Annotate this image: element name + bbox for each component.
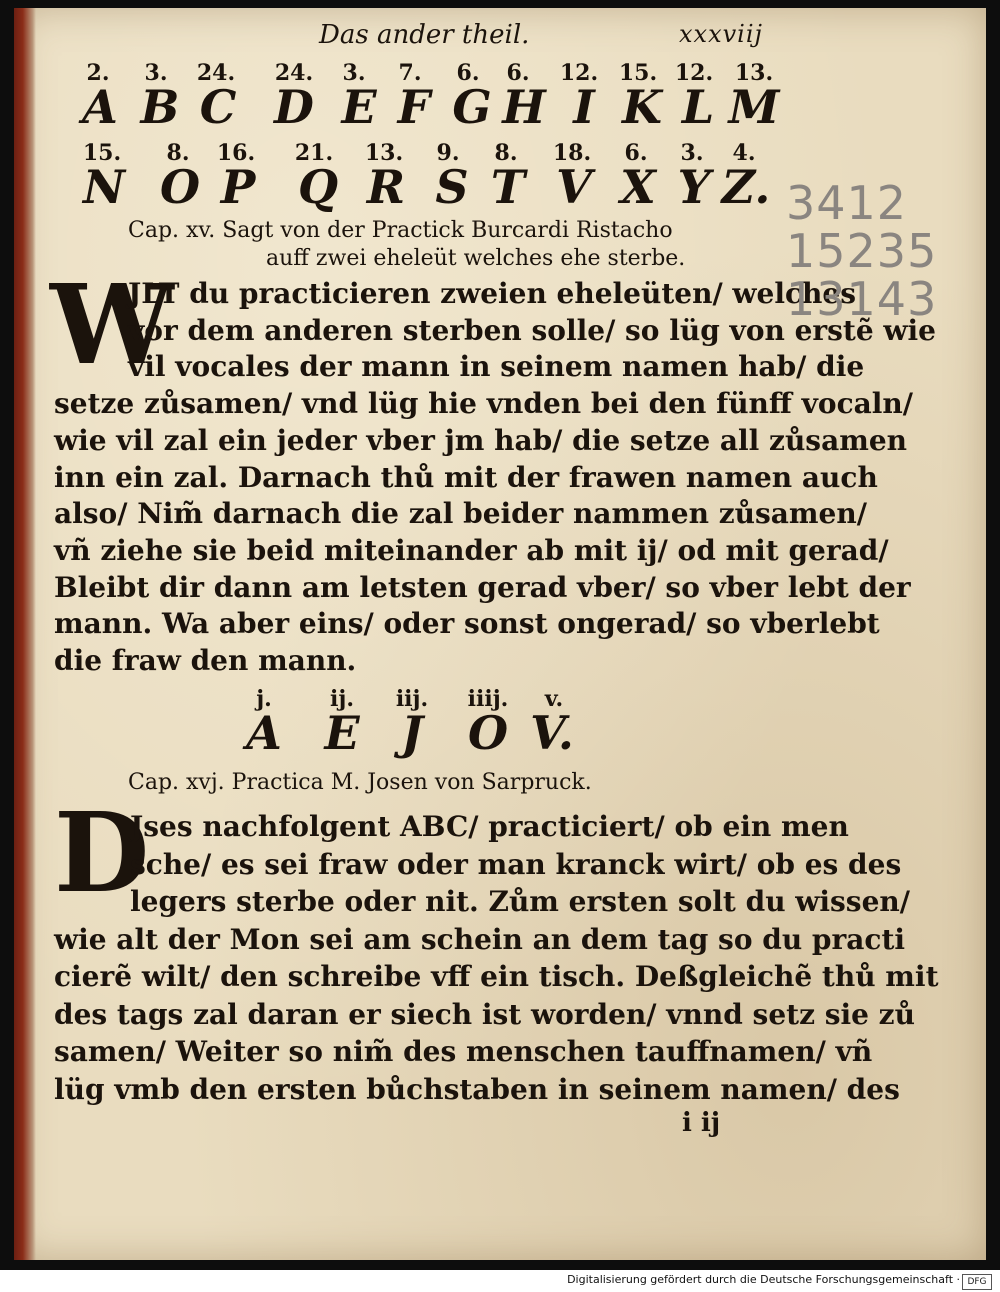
cipher-number: 2. (86, 60, 110, 86)
cipher-letter: T (490, 160, 526, 214)
cipher-number: 16. (216, 140, 256, 166)
cipher-number: 15. (82, 140, 122, 166)
paragraph-2-line: sche/ es sei fraw oder man kranck wirt/ ob es des (130, 847, 902, 881)
cipher-letter: V (556, 160, 592, 214)
cipher-number: 6. (506, 60, 530, 86)
cipher-number: 6. (624, 140, 648, 166)
paragraph-1-line: vor dem anderen sterben solle/ so lüg von erstẽ wie (128, 313, 936, 347)
cipher-letter: I (573, 80, 595, 134)
paragraph-1-line: mann. Wa aber eins/ oder sonst ongerad/ so vberlebt (54, 607, 880, 641)
cipher-letter: O (159, 160, 201, 214)
paragraph-1-line: Bleibt dir dann am letsten gerad vber/ so vber lebt der (54, 570, 911, 604)
chapter-16-caption: Cap. xvj. Practica M. Josen von Sarpruck. (128, 770, 592, 795)
chapter-15-caption-line: auff zwei eheleüt welches ehe sterbe. (266, 246, 686, 271)
paragraph-2-line: cierẽ wilt/ den schreibe vff ein tisch. Deßgleichẽ thů mit (54, 960, 939, 993)
cipher-letter: S (435, 160, 469, 214)
cipher-letter: P (220, 160, 256, 214)
vowel-letter: O (467, 706, 509, 760)
dropcap-d: D (54, 788, 150, 917)
vowel-number: v. (544, 686, 564, 712)
cipher-letter: L (681, 80, 715, 134)
digitization-footer (0, 1270, 1000, 1292)
vowel-letter: A (246, 706, 282, 760)
margin-note-pencil: 15235 (786, 224, 938, 278)
paragraph-1-line: die fraw den mann. (54, 644, 357, 677)
cipher-number: 18. (552, 140, 592, 166)
cipher-number: 12. (674, 60, 714, 86)
cipher-number: 4. (732, 140, 756, 166)
paragraph-2-line: des tags zal daran er siech ist worden/ vnnd setz sie zů (54, 997, 915, 1031)
paragraph-1-line: JLT du practicieren zweien eheleüten/ welches (128, 277, 856, 310)
vowel-letter: J (401, 706, 423, 760)
paragraph-2-line: Jses nachfolgent ABC/ practiciert/ ob ein men (130, 810, 849, 843)
cipher-number: 21. (294, 140, 334, 166)
footer-credit-text: Digitalisierung gefördert durch die Deutsche Forschungsgemeinschaft · (567, 1273, 960, 1286)
vowel-number: iiij. (467, 686, 509, 712)
cipher-letter: C (199, 80, 237, 134)
cipher-letter: N (82, 160, 126, 214)
vowel-letter: V. (530, 706, 574, 760)
cipher-number: 8. (494, 140, 518, 166)
running-header-title: Das ander theil. (319, 20, 530, 50)
book-binding-edge (14, 8, 36, 1260)
vowel-number: j. (256, 686, 272, 712)
margin-note-pencil: 3412 (786, 176, 908, 230)
cipher-number: 24. (274, 60, 314, 86)
cipher-number: 8. (166, 140, 190, 166)
cipher-number: 3. (680, 140, 704, 166)
cipher-letter: M (728, 80, 780, 134)
cipher-number: 7. (398, 60, 422, 86)
paragraph-1-line: also/ Nim̃ darnach die zal beider nammen zůsamen/ (54, 497, 867, 531)
cipher-letter: X (620, 160, 656, 214)
cipher-number: 12. (559, 60, 599, 86)
vowel-number: iij. (395, 686, 429, 712)
cipher-letter: A (82, 80, 118, 134)
cipher-letter: D (274, 80, 314, 134)
cipher-letter: E (341, 80, 377, 134)
cipher-number: 6. (456, 60, 480, 86)
book-page (14, 8, 986, 1260)
cipher-letter: H (502, 80, 546, 134)
paragraph-2-line: lüg vmb den ersten bůchstaben in seinem namen/ des (54, 1072, 900, 1106)
folio-number: xxxviij (679, 20, 763, 48)
cipher-letter: B (140, 80, 180, 134)
vowel-letter: E (324, 706, 360, 760)
paragraph-2-line: legers sterbe oder nit. Zům ersten solt du wissen/ (130, 885, 910, 918)
cipher-number: 15. (618, 60, 658, 86)
cipher-letter: K (622, 80, 662, 134)
dropcap-w: W (50, 260, 174, 389)
cipher-number: 13. (364, 140, 404, 166)
cipher-letter: G (452, 80, 492, 134)
cipher-number: 24. (196, 60, 236, 86)
chapter-15-caption-line: Cap. xv. Sagt von der Practick Burcardi Ristacho (128, 218, 673, 243)
cipher-letter: Q (297, 160, 339, 214)
margin-note-pencil: 13143 (786, 272, 938, 326)
dfg-logo: DFG (962, 1274, 992, 1290)
paragraph-1-line: vñ ziehe sie beid miteinander ab mit ij/ od mit gerad/ (54, 533, 889, 567)
paragraph-2-line: samen/ Weiter so nim̃ des menschen tauffnamen/ vñ (54, 1035, 873, 1068)
paragraph-1-line: setze zůsamen/ vnd lüg hie vnden bei den fünff vocaln/ (54, 387, 913, 421)
cipher-number: 3. (144, 60, 168, 86)
paragraph-1-line: vil vocales der mann in seinem namen hab/ die (128, 350, 865, 384)
vowel-number: ij. (330, 686, 354, 712)
cipher-letter: Y (677, 160, 711, 214)
paragraph-1-line: inn ein zal. Darnach thů mit der frawen namen auch (54, 460, 878, 494)
cipher-letter: F (397, 80, 431, 134)
cipher-number: 9. (436, 140, 460, 166)
cipher-number: 3. (342, 60, 366, 86)
cipher-letter: R (366, 160, 406, 214)
cipher-letter: Z. (721, 160, 771, 214)
signature-mark: i ij (682, 1108, 721, 1138)
cipher-number: 13. (734, 60, 774, 86)
paragraph-1-line: wie vil zal ein jeder vber jm hab/ die setze all zůsamen (54, 423, 908, 457)
paragraph-2-line: wie alt der Mon sei am schein an dem tag so du practi (54, 922, 906, 956)
